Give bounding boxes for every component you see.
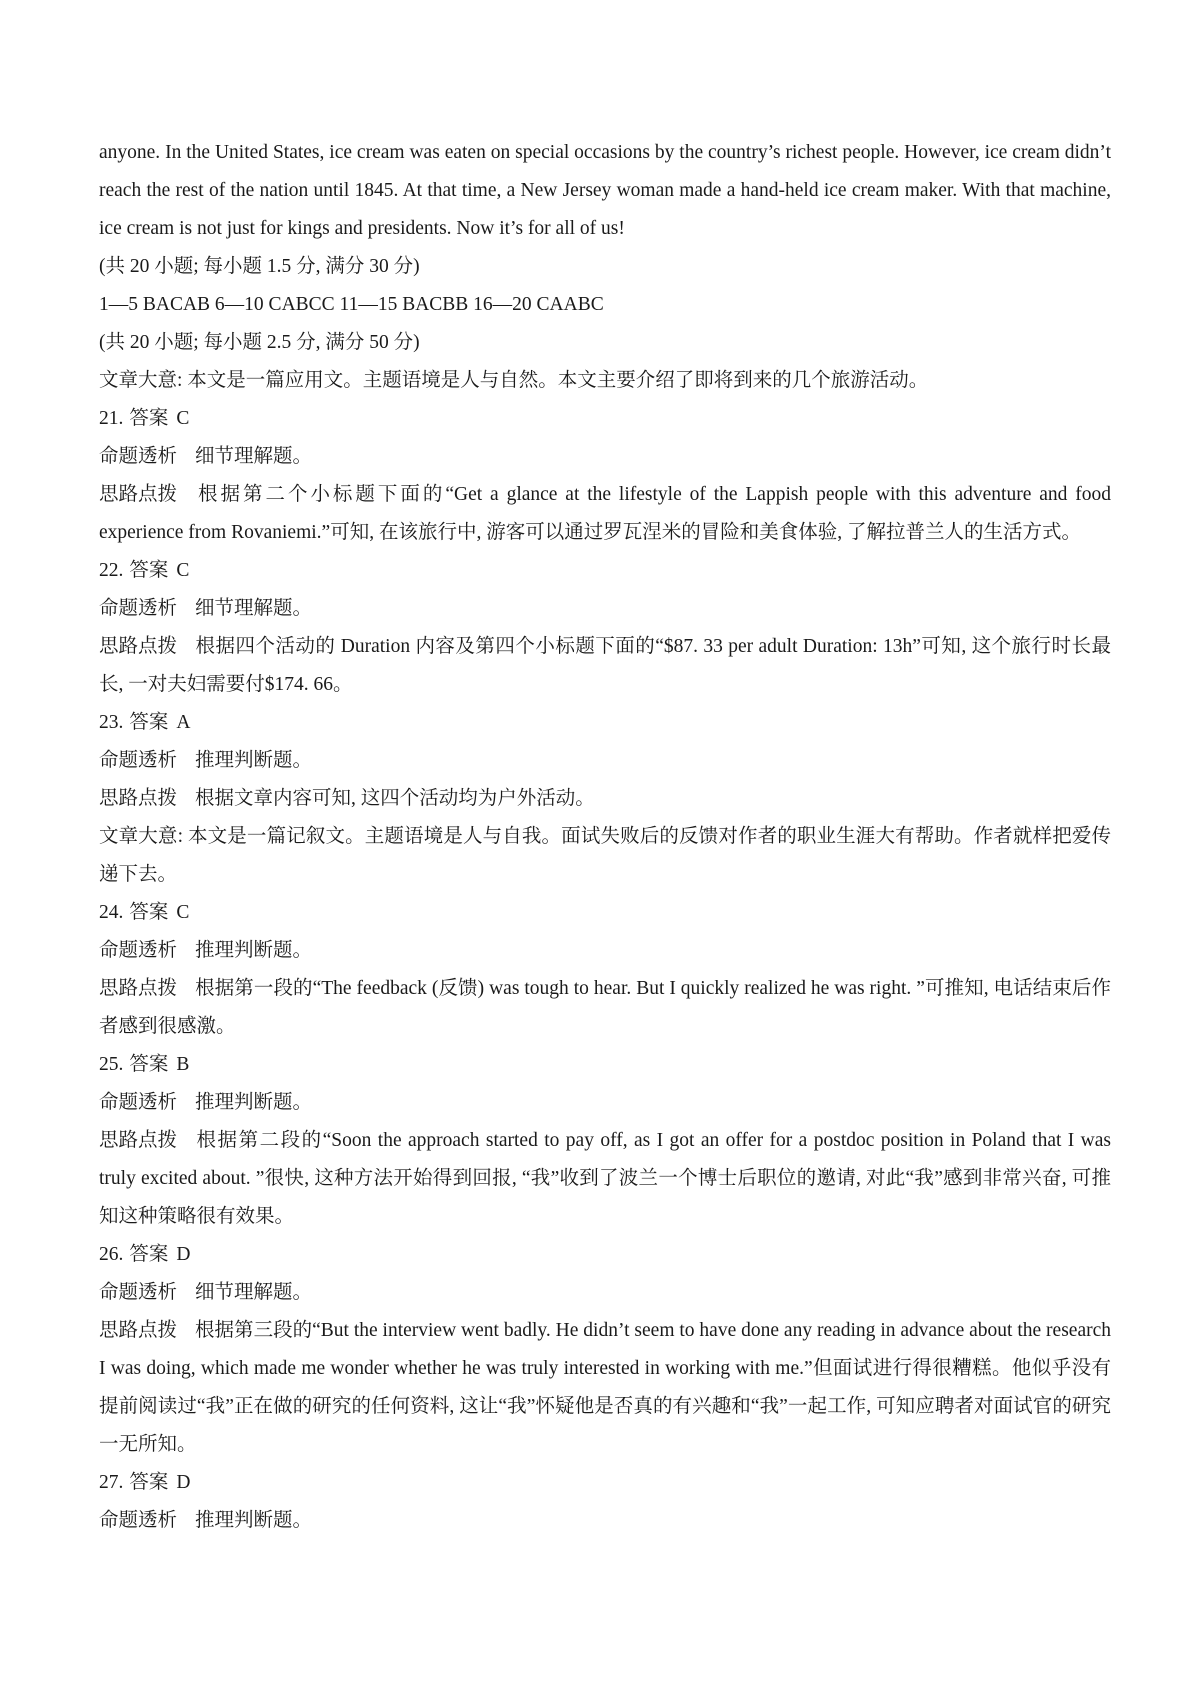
question-number: 22. xyxy=(99,560,124,581)
passage1-summary: 文章大意: 本文是一篇应用文。主题语境是人与自然。本文主要介绍了即将到来的几个旅游活动。 xyxy=(99,370,929,391)
hint-text: 根据文章内容可知, 这四个活动均为户外活动。 xyxy=(195,788,595,809)
hint-text: 根据第一段的“The feedback (反馈) was tough to hear. But I quickly realized he was right. ”可推知, 电话结束后作者感到很感激。 xyxy=(99,978,1111,1037)
analysis-value: 细节理解题。 xyxy=(195,598,313,619)
hint-label: 思路点拨 xyxy=(99,978,178,999)
question-27-answer-line xyxy=(99,1464,1111,1502)
question-21-analysis xyxy=(99,438,1111,476)
analysis-value: 细节理解题。 xyxy=(195,446,313,467)
answer-label: 答案 xyxy=(129,712,169,733)
analysis-value: 细节理解题。 xyxy=(195,1282,313,1303)
analysis-value: 推理判断题。 xyxy=(195,750,313,771)
answer-label: 答案 xyxy=(129,1472,169,1493)
question-26-hint xyxy=(99,1312,1111,1464)
analysis-label: 命题透析 xyxy=(99,1510,178,1531)
question-23-hint xyxy=(99,780,1111,818)
analysis-label: 命题透析 xyxy=(99,750,178,771)
question-25-analysis xyxy=(99,1084,1111,1122)
question-25-hint xyxy=(99,1122,1111,1236)
answer-label: 答案 xyxy=(129,1244,169,1265)
question-number: 26. xyxy=(99,1244,124,1265)
hint-label: 思路点拨 xyxy=(99,1130,178,1151)
passage2-summary: 文章大意: 本文是一篇记叙文。主题语境是人与自我。面试失败后的反馈对作者的职业生涯大有帮助。作者就样把爱传递下去。 xyxy=(99,826,1111,885)
intro-paragraph: anyone. In the United States, ice cream was eaten on special occasions by the country’s richest people. However, ice cream didn’t reach the rest of the nation until 1845. At that time, a New Jersey woman made a hand-held ice cream maker. With that machine, ice cream is not just for kings and presidents. Now it’s for all of us! xyxy=(99,142,1111,239)
question-number: 23. xyxy=(99,712,124,733)
analysis-value: 推理判断题。 xyxy=(195,1510,313,1531)
question-26-analysis xyxy=(99,1274,1111,1312)
answer-value: C xyxy=(176,408,190,429)
hint-label: 思路点拨 xyxy=(99,1320,178,1341)
analysis-value: 推理判断题。 xyxy=(195,940,313,961)
analysis-label: 命题透析 xyxy=(99,598,178,619)
question-25-answer-line xyxy=(99,1046,1111,1084)
analysis-value: 推理判断题。 xyxy=(195,1092,313,1113)
question-23-analysis xyxy=(99,742,1111,780)
hint-text: 根据四个活动的 Duration 内容及第四个小标题下面的“$87. 33 per adult Duration: 13h”可知, 这个旅行时长最长, 一对夫妇需要付$174. 66。 xyxy=(99,636,1111,695)
hint-label: 思路点拨 xyxy=(99,484,178,505)
question-number: 24. xyxy=(99,902,124,923)
question-27-analysis xyxy=(99,1502,1111,1540)
question-number: 21. xyxy=(99,408,124,429)
answer-value: A xyxy=(176,712,191,733)
analysis-label: 命题透析 xyxy=(99,446,178,467)
answer-value: D xyxy=(176,1244,191,1265)
analysis-label: 命题透析 xyxy=(99,1282,178,1303)
analysis-label: 命题透析 xyxy=(99,1092,178,1113)
question-21-answer-line xyxy=(99,400,1111,438)
answer-key-page xyxy=(99,134,1111,1540)
question-23-answer-line xyxy=(99,704,1111,742)
question-number: 27. xyxy=(99,1472,124,1493)
question-22-analysis xyxy=(99,590,1111,628)
answer-value: C xyxy=(176,902,190,923)
section1-header: (共 20 小题; 每小题 1.5 分, 满分 30 分) xyxy=(99,256,420,277)
hint-text: 根据第二段的“Soon the approach started to pay off, as I got an offer for a postdoc position in Poland that I was truly excited about. ”很快, 这种方法开始得到回报, “我”收到了波兰一个博士后职位的邀请, 对此“我”感到非常兴奋, 可推知这种策略很有效果。 xyxy=(99,1130,1111,1227)
answer-label: 答案 xyxy=(129,408,169,429)
question-22-answer-line xyxy=(99,552,1111,590)
question-24-hint xyxy=(99,970,1111,1046)
question-24-analysis xyxy=(99,932,1111,970)
section1-answers: 1—5 BACAB 6—10 CABCC 11—15 BACBB 16—20 CAABC xyxy=(99,294,604,315)
section2-header: (共 20 小题; 每小题 2.5 分, 满分 50 分) xyxy=(99,332,420,353)
answer-label: 答案 xyxy=(129,1054,169,1075)
answer-value: B xyxy=(176,1054,190,1075)
answer-label: 答案 xyxy=(129,560,169,581)
question-24-answer-line xyxy=(99,894,1111,932)
answer-label: 答案 xyxy=(129,902,169,923)
question-number: 25. xyxy=(99,1054,124,1075)
answer-value: D xyxy=(176,1472,191,1493)
answer-value: C xyxy=(176,560,190,581)
question-22-hint xyxy=(99,628,1111,704)
hint-label: 思路点拨 xyxy=(99,788,178,809)
hint-text: 根据第三段的“But the interview went badly. He didn’t seem to have done any reading in advance about the research I was doing, which made me wonder whether he was truly interested in working with me.”但面试进行得很糟糕。他似乎没有提前阅读过“我”正在做的研究的任何资料, 这让“我”怀疑他是否真的有兴趣和“我”一起工作, 可知应聘者对面试官的研究一无所知。 xyxy=(99,1320,1111,1455)
hint-label: 思路点拨 xyxy=(99,636,178,657)
hint-text: 根据第二个小标题下面的“Get a glance at the lifestyle of the Lappish people with this adventure and food experience from Rovaniemi.”可知, 在该旅行中, 游客可以通过罗瓦涅米的冒险和美食体验, 了解拉普兰人的生活方式。 xyxy=(99,484,1111,543)
question-26-answer-line xyxy=(99,1236,1111,1274)
question-21-hint xyxy=(99,476,1111,552)
analysis-label: 命题透析 xyxy=(99,940,178,961)
